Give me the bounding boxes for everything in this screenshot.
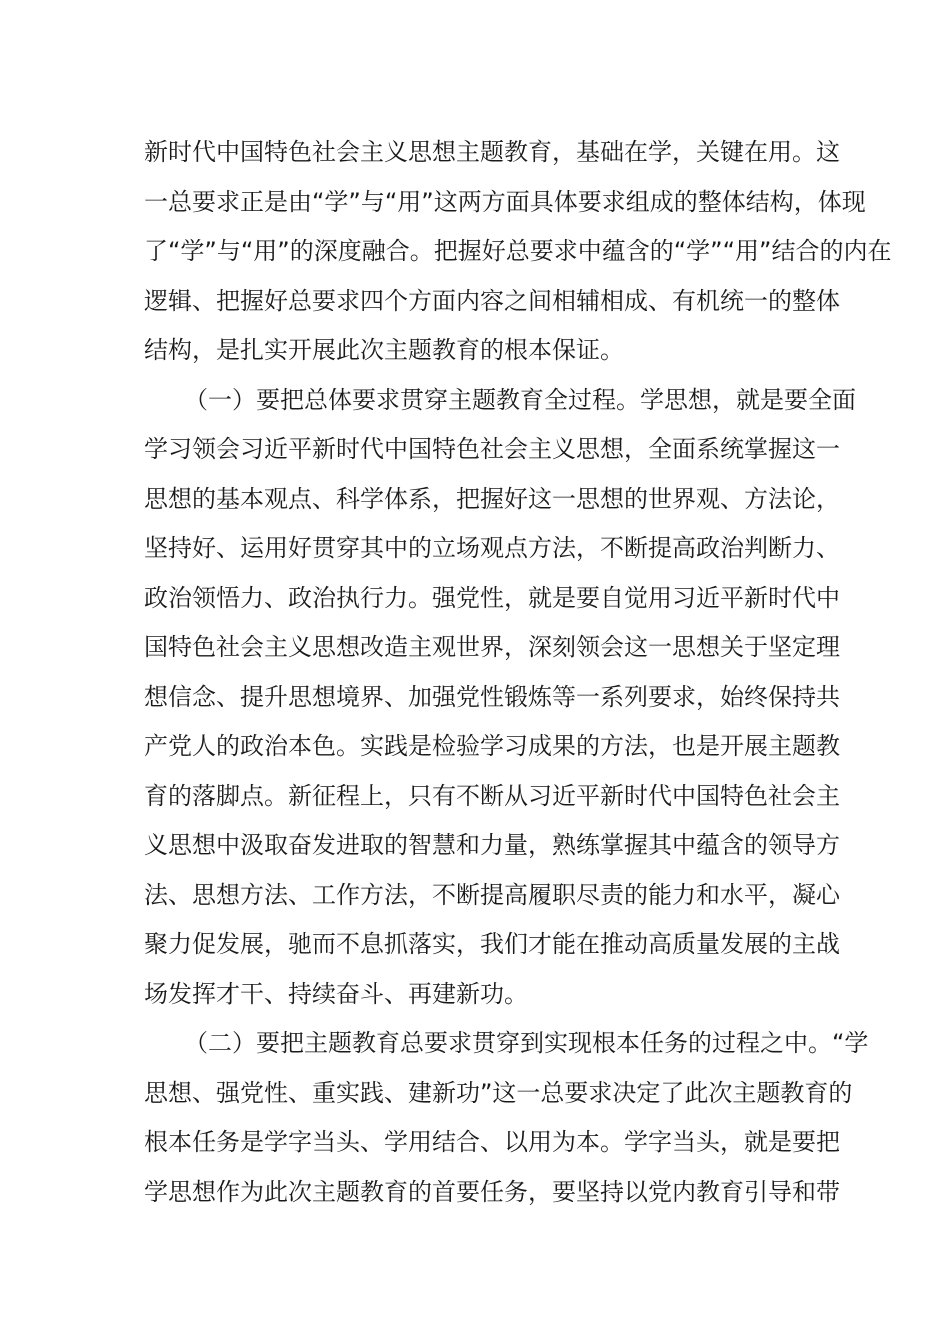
text-line: 育的落脚点。新征程上，只有不断从习近平新时代中国特色社会主	[144, 782, 840, 810]
text-line: 新时代中国特色社会主义思想主题教育，基础在学，关键在用。这	[144, 138, 840, 166]
text-line: 政治领悟力、政治执行力。强党性，就是要自觉用习近平新时代中	[144, 584, 840, 612]
text-line: 想信念、提升思想境界、加强党性锻炼等一系列要求，始终保持共	[144, 683, 840, 711]
text-line: 思想的基本观点、科学体系，把握好这一思想的世界观、方法论，	[144, 485, 840, 513]
paragraph-first-line: （一）要把总体要求贯穿主题教育全过程。学思想，就是要全面	[184, 386, 856, 414]
paragraph-first-line: （二）要把主题教育总要求贯穿到实现根本任务的过程之中。“学	[184, 1029, 869, 1057]
text-line: 产党人的政治本色。实践是检验学习成果的方法，也是开展主题教	[144, 732, 840, 760]
text-line: 了“学”与“用”的深度融合。把握好总要求中蕴含的“学”“用”结合的内在	[144, 237, 892, 265]
text-line: 场发挥才干、持续奋斗、再建新功。	[144, 980, 528, 1008]
text-line: 学思想作为此次主题教育的首要任务，要坚持以党内教育引导和带	[144, 1178, 840, 1206]
text-line: 思想、强党性、重实践、建新功”这一总要求决定了此次主题教育的	[144, 1079, 853, 1107]
text-line: 结构，是扎实开展此次主题教育的根本保证。	[144, 336, 624, 364]
text-line: 聚力促发展，驰而不息抓落实，我们才能在推动高质量发展的主战	[144, 930, 840, 958]
text-line: 逻辑、把握好总要求四个方面内容之间相辅相成、有机统一的整体	[144, 287, 840, 315]
text-line: 坚持好、运用好贯穿其中的立场观点方法，不断提高政治判断力、	[144, 534, 840, 562]
text-line: 法、思想方法、工作方法，不断提高履职尽责的能力和水平，凝心	[144, 881, 840, 909]
text-line: 国特色社会主义思想改造主观世界，深刻领会这一思想关于坚定理	[144, 633, 840, 661]
text-line: 根本任务是学字当头、学用结合、以用为本。学字当头，就是要把	[144, 1128, 840, 1156]
text-line: 义思想中汲取奋发进取的智慧和力量，熟练掌握其中蕴含的领导方	[144, 831, 840, 859]
text-line: 学习领会习近平新时代中国特色社会主义思想，全面系统掌握这一	[144, 435, 840, 463]
text-line: 一总要求正是由“学”与“用”这两方面具体要求组成的整体结构，体现	[144, 188, 866, 216]
